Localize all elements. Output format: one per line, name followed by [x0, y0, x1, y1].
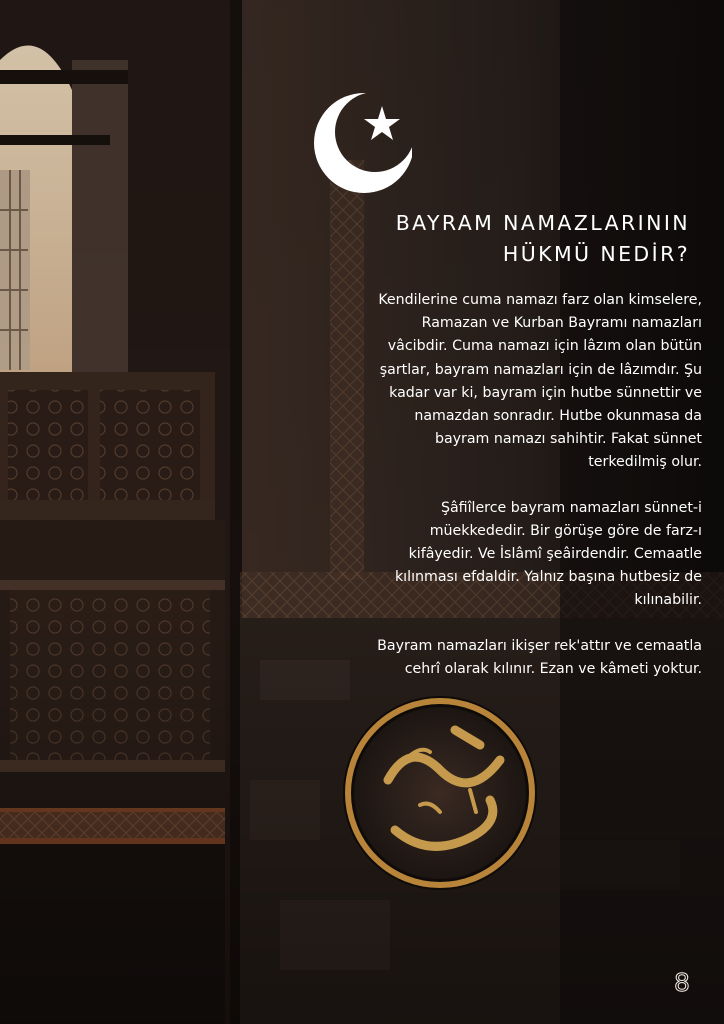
article-body	[282, 289, 702, 703]
paragraph	[282, 289, 702, 475]
text-line: Ramazan ve Kurban Bayramı namazları	[421, 315, 702, 332]
page-title	[310, 208, 690, 270]
text-line: bayram namazı sahihtir. Fakat sünnet	[434, 431, 702, 448]
paragraph	[282, 635, 702, 681]
text-line: namazdan sonradır. Hutbe okunmasa da	[414, 408, 702, 425]
text-line: cehrî olarak kılınır. Ezan ve kâmeti yoktur.	[404, 660, 702, 677]
text-line: terkedilmiş olur.	[588, 454, 702, 471]
text-line: şartlar, bayram namazları için de lâzımdır. Şu	[379, 361, 702, 378]
crescent-star-icon	[312, 88, 412, 194]
page-number: 8	[674, 968, 690, 997]
text-line: Şâfiîlerce bayram namazları sünnet-i	[440, 499, 702, 516]
text-line: müekkededir. Bir görüşe göre de farz-ı	[429, 522, 702, 539]
text-line: kadar var ki, bayram için hutbe sünnettir ve	[389, 384, 702, 401]
title-line: BAYRAM NAMAZLARININ	[395, 211, 690, 235]
text-line: kılınabilir.	[634, 592, 702, 609]
title-line: HÜKMÜ NEDİR?	[502, 242, 690, 266]
text-line: kılınması efdaldir. Yalnız başına hutbesiz de	[394, 569, 702, 586]
text-line: kifâyedir. Ve İslâmî şeâirdendir. Cemaatle	[408, 546, 702, 563]
text-line: Bayram namazları ikişer rek'attır ve cemaatla	[377, 637, 702, 654]
text-line: vâcibdir. Cuma namazı için lâzım olan bütün	[387, 338, 702, 355]
text-line: Kendilerine cuma namazı farz olan kimselere,	[378, 292, 702, 308]
paragraph	[282, 497, 702, 613]
calligraphy-medallion	[343, 696, 537, 890]
